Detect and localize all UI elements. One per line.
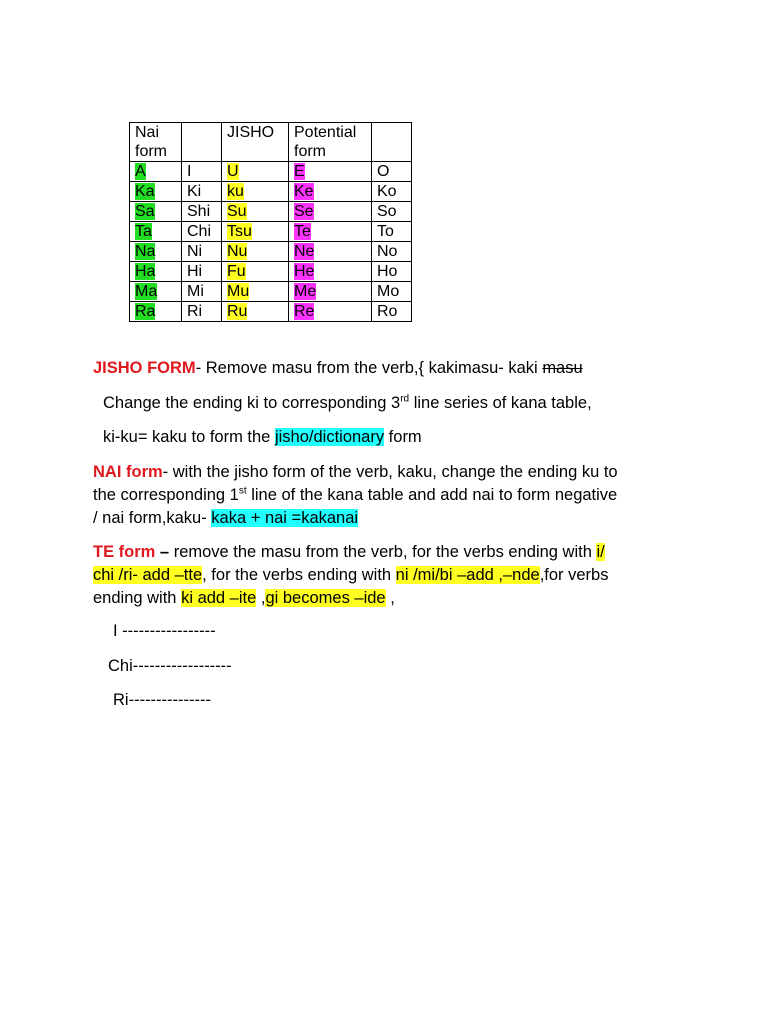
kana-syllable: Te — [294, 223, 311, 240]
ending-line-chi: Chi------------------ — [108, 657, 232, 675]
kana-table-cell — [182, 282, 222, 302]
te-line-3-text-a: ending with — [93, 589, 182, 607]
kana-table-cell — [372, 282, 412, 302]
kana-table-cell — [372, 242, 412, 262]
nai-line-3 — [93, 507, 358, 530]
kana-table-cell — [222, 182, 289, 202]
kana-table-cell — [222, 222, 289, 242]
te-ite-highlight: ki add –ite — [181, 589, 257, 607]
jisho-line-3-text-b: form — [384, 428, 422, 446]
te-dash: – — [155, 543, 170, 561]
kana-table-cell — [289, 262, 372, 282]
kana-table-cell — [130, 282, 182, 302]
kana-table-header-cell — [182, 123, 222, 162]
te-nde-highlight: ni /mi/bi –add ,–nde — [395, 566, 540, 584]
kana-syllable: E — [294, 163, 305, 180]
kana-table-row — [130, 282, 412, 302]
jisho-heading: JISHO FORM — [93, 359, 196, 377]
kana-table-row — [130, 262, 412, 282]
kana-table-cell — [130, 162, 182, 182]
kana-syllable: Fu — [227, 263, 246, 280]
kana-table-header-row — [130, 123, 412, 162]
kana-table-cell — [372, 222, 412, 242]
ending-line-i: I ----------------- — [113, 622, 216, 640]
kana-table-cell — [182, 262, 222, 282]
kana-table-row — [130, 162, 412, 182]
nai-line-2-sup: st — [238, 485, 247, 497]
kana-syllable: Me — [294, 283, 317, 300]
kana-table-cell — [372, 182, 412, 202]
kana-syllable: Ro — [377, 303, 398, 320]
kana-syllable: Mu — [227, 283, 250, 300]
kana-table-cell — [372, 262, 412, 282]
kana-syllable: To — [377, 223, 394, 240]
kana-syllable: Ha — [135, 263, 156, 280]
kana-table-row — [130, 242, 412, 262]
jisho-line-2-sup: rd — [400, 393, 410, 405]
kana-syllable: Ni — [187, 243, 203, 260]
kana-table-row — [130, 182, 412, 202]
kana-table-cell — [222, 262, 289, 282]
jisho-dictionary-highlight: jisho/dictionary — [274, 428, 385, 446]
jisho-line-3 — [103, 426, 422, 449]
kana-syllable: Chi — [187, 223, 212, 240]
kana-table-cell — [130, 182, 182, 202]
kana-syllable: Se — [294, 203, 314, 220]
jisho-line-2-text-a: Change the ending ki to corresponding 3 — [103, 394, 401, 412]
nai-kakanai-highlight: kaka + nai =kakanai — [211, 509, 359, 527]
jisho-line-2-text-b: line series of kana table, — [409, 394, 592, 412]
ending-line-ri: Ri--------------- — [113, 691, 212, 709]
kana-table-cell — [222, 302, 289, 322]
kana-syllable: ku — [227, 183, 244, 200]
nai-heading: NAI form — [93, 463, 163, 481]
kana-syllable: Ta — [135, 223, 152, 240]
te-line-2-text-b: ,for verbs — [539, 566, 609, 584]
kana-table-row — [130, 202, 412, 222]
te-line-3-text-c: , — [385, 589, 395, 607]
te-line-1 — [93, 541, 605, 564]
kana-syllable: Ne — [294, 243, 315, 260]
kana-syllable: Su — [227, 203, 247, 220]
kana-syllable: Ke — [294, 183, 314, 200]
kana-syllable: Ra — [135, 303, 156, 320]
kana-syllable: Nu — [227, 243, 248, 260]
kana-table-header-cell — [372, 123, 412, 162]
nai-line-1 — [93, 461, 618, 484]
kana-table-cell — [130, 302, 182, 322]
nai-line-2-text-b: line of the kana table and add nai to form negative — [246, 486, 618, 504]
kana-table-header-cell: JISHO — [222, 123, 289, 162]
kana-table-row — [130, 222, 412, 242]
kana-syllable: Ri — [187, 303, 203, 320]
kana-table-cell — [289, 302, 372, 322]
kana-syllable: Hi — [187, 263, 203, 280]
te-line-3-text-b: , — [256, 589, 266, 607]
kana-table-cell — [182, 222, 222, 242]
kana-table-cell — [222, 162, 289, 182]
kana-table-cell — [182, 202, 222, 222]
te-tte-highlight: chi /ri- add –tte — [93, 566, 203, 584]
kana-table-cell — [289, 282, 372, 302]
jisho-strike-masu: masu — [542, 359, 583, 377]
kana-syllable: He — [294, 263, 315, 280]
kana-syllable: Tsu — [227, 223, 252, 240]
nai-line-1-text: - with the jisho form of the verb, kaku, change the ending ku to — [162, 463, 618, 481]
kana-syllable: Na — [135, 243, 156, 260]
kana-table-cell — [182, 242, 222, 262]
kana-table-cell — [222, 202, 289, 222]
jisho-line-1 — [93, 357, 583, 380]
kana-table-cell — [130, 242, 182, 262]
jisho-line-1-text: - Remove masu from the verb,{ kakimasu- kaki — [195, 359, 543, 377]
kana-table-row — [130, 302, 412, 322]
kana-table-cell — [182, 302, 222, 322]
kana-table-cell — [289, 202, 372, 222]
kana-table-cell — [372, 302, 412, 322]
kana-table-cell — [130, 202, 182, 222]
te-line-2-text-a: , for the verbs ending with — [202, 566, 396, 584]
kana-syllable: Mo — [377, 283, 400, 300]
kana-syllable: Shi — [187, 203, 211, 220]
te-heading: TE form — [93, 543, 156, 561]
kana-syllable: A — [135, 163, 146, 180]
kana-table-cell — [372, 202, 412, 222]
te-line-1-text: remove the masu from the verb, for the verbs ending with — [169, 543, 597, 561]
kana-syllable: So — [377, 203, 397, 220]
nai-line-2-text-a: the corresponding 1 — [93, 486, 239, 504]
kana-table-cell — [182, 182, 222, 202]
kana-syllable: I — [187, 163, 192, 180]
kana-table-cell — [289, 222, 372, 242]
kana-table-header-cell: Potential form — [289, 123, 372, 162]
kana-table — [129, 122, 412, 322]
kana-table-cell — [289, 182, 372, 202]
kana-table-header-cell: Nai form — [130, 123, 182, 162]
kana-syllable: Ho — [377, 263, 398, 280]
kana-table-cell — [130, 262, 182, 282]
kana-syllable: O — [377, 163, 390, 180]
kana-syllable: U — [227, 163, 239, 180]
kana-syllable: Mi — [187, 283, 204, 300]
kana-syllable: Re — [294, 303, 315, 320]
kana-syllable: Ki — [187, 183, 202, 200]
kana-table-cell — [289, 242, 372, 262]
kana-table-cell — [130, 222, 182, 242]
jisho-line-2 — [103, 392, 592, 415]
nai-line-3-text-a: / nai form,kaku- — [93, 509, 212, 527]
jisho-line-3-text-a: ki-ku= kaku to form the — [103, 428, 275, 446]
te-line-1-highlight: i/ — [596, 543, 605, 561]
kana-table-cell — [372, 162, 412, 182]
te-line-3 — [93, 587, 395, 610]
kana-syllable: Ko — [377, 183, 397, 200]
kana-syllable: Ma — [135, 283, 158, 300]
kana-syllable: Ru — [227, 303, 248, 320]
te-line-2 — [93, 564, 608, 587]
kana-table-cell — [222, 242, 289, 262]
kana-table-cell — [182, 162, 222, 182]
kana-syllable: Sa — [135, 203, 155, 220]
kana-table-cell — [222, 282, 289, 302]
kana-syllable: No — [377, 243, 398, 260]
kana-syllable: Ka — [135, 183, 155, 200]
nai-line-2 — [93, 484, 617, 507]
kana-table-cell — [289, 162, 372, 182]
te-ide-highlight: gi becomes –ide — [265, 589, 386, 607]
